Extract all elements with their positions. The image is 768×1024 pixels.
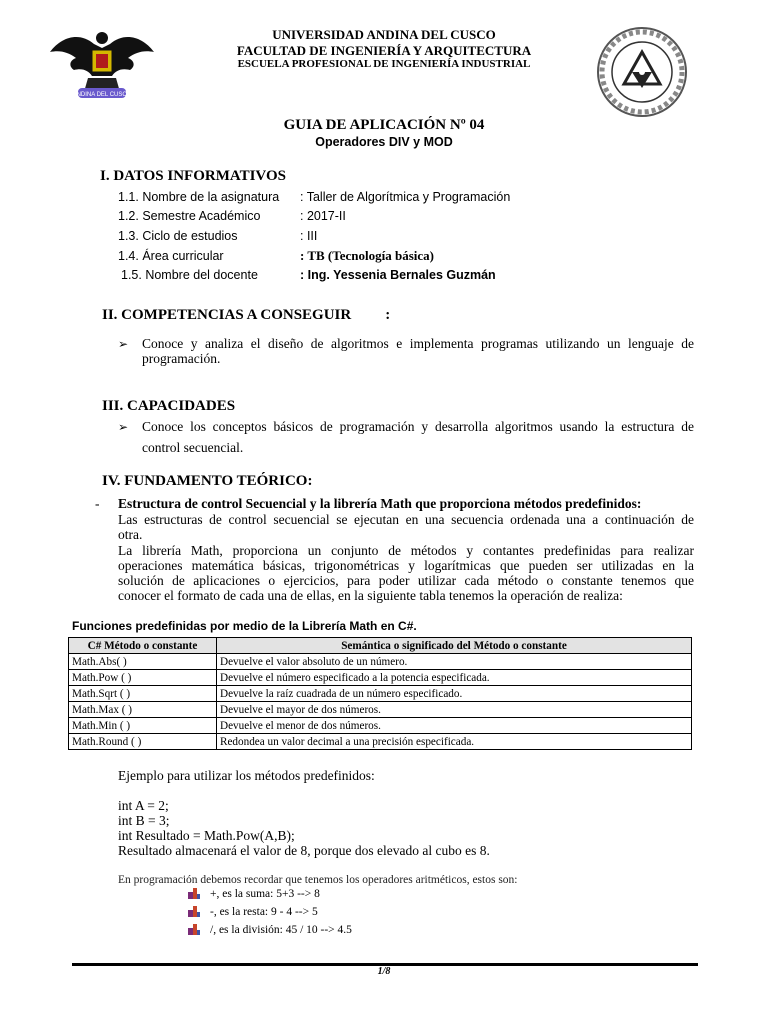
page-number: 1/8 — [377, 966, 391, 977]
example-intro: Ejemplo para utilizar los métodos predefinidos: — [118, 768, 375, 783]
operator-text: -, es la resta: 9 - 4 --> 5 — [210, 906, 318, 918]
document-title: GUIA DE APLICACIÓN Nº 04 — [283, 117, 485, 133]
table-cell-meaning: Devuelve el menor de dos números. — [217, 718, 692, 734]
section-1-heading: I. DATOS INFORMATIVOS — [100, 168, 286, 184]
table-row — [69, 686, 692, 702]
code-line-1: int A = 2; — [118, 798, 169, 813]
section-3-heading: III. CAPACIDADES — [102, 398, 236, 414]
arrow-bullet-icon: ➢ — [118, 420, 129, 434]
paragraph-2-line-1: La librería Math, proporciona un conjunto de métodos y contantes predefinidas para realizar — [118, 543, 694, 558]
university-name: UNIVERSIDAD ANDINA DEL CUSCO — [272, 27, 496, 42]
table-cell-meaning: Devuelve el valor absoluto de un número. — [217, 654, 692, 670]
table-cell-method: Math.Min ( ) — [69, 718, 217, 734]
table-row — [69, 702, 692, 718]
info-value: : TB (Tecnología básica) — [300, 248, 434, 263]
table-caption: Funciones predefinidas por medio de la Librería Math en C#. — [72, 619, 417, 633]
table-row — [69, 734, 692, 750]
faculty-name: FACULTAD DE INGENIERÍA Y ARQUITECTURA — [236, 43, 532, 58]
books-bullet-icon — [188, 888, 200, 900]
info-value: : Ing. Yessenia Bernales Guzmán — [300, 268, 496, 282]
table-cell-meaning: Redondea un valor decimal a una precisión especificada. — [217, 734, 692, 750]
school-name: ESCUELA PROFESIONAL DE INGENIERÍA INDUSTRIAL — [237, 58, 531, 70]
code-line-2: int B = 3; — [118, 813, 170, 828]
operator-item — [188, 924, 352, 936]
paragraph-1-line-2: otra. — [118, 527, 143, 542]
info-row-teacher — [121, 268, 496, 282]
section-4-heading: IV. FUNDAMENTO TEÓRICO: — [102, 473, 313, 489]
books-bullet-icon — [188, 924, 200, 936]
section-2-title: II. COMPETENCIAS A CONSEGUIR — [102, 307, 352, 323]
table-header-meaning: Semántica o significado del Método o constante — [217, 638, 692, 654]
operators-intro: En programación debemos recordar que tenemos los operadores aritméticos, estos son: — [118, 874, 518, 886]
table-row — [69, 718, 692, 734]
table-cell-meaning: Devuelve el mayor de dos números. — [217, 702, 692, 718]
table-row — [69, 670, 692, 686]
operator-item — [188, 906, 318, 918]
info-label: 1.5. Nombre del docente — [121, 268, 258, 282]
books-bullet-icon — [188, 906, 200, 918]
table-header-row — [69, 638, 692, 654]
example-result: Resultado almacenará el valor de 8, porque dos elevado al cubo es 8. — [118, 843, 490, 858]
table-cell-meaning: Devuelve la raíz cuadrada de un número especificado. — [217, 686, 692, 702]
table-cell-method: Math.Abs( ) — [69, 654, 217, 670]
table-header-method: C# Método o constante — [69, 638, 217, 654]
arrow-bullet-icon: ➢ — [118, 337, 129, 351]
code-line-3: int Resultado = Math.Pow(A,B); — [118, 828, 295, 843]
svg-text:ANDINA DEL CUSCO: ANDINA DEL CUSCO — [72, 92, 132, 98]
info-value: : III — [300, 229, 318, 243]
capacity-line-1: Conoce los conceptos básicos de programación y desarrolla algoritmos usando la estructura de — [142, 419, 694, 434]
dash-bullet: - — [95, 496, 100, 511]
section-4-subheading: Estructura de control Secuencial y la librería Math que proporciona métodos predefinidos: — [118, 496, 642, 511]
table-row — [69, 654, 692, 670]
capacity-line-2: control secuencial. — [142, 440, 244, 455]
competence-line-1: Conoce y analiza el diseño de algoritmos e implementa programas utilizando un lenguaje de — [142, 336, 694, 351]
table-cell-method: Math.Max ( ) — [69, 702, 217, 718]
info-label: 1.4. Área curricular — [118, 249, 224, 263]
paragraph-1-line-1: Las estructuras de control secuencial se ejecutan en una secuencia ordenada una a continuación de — [118, 512, 694, 527]
paragraph-2-line-3: solución de aplicaciones o ejercicios, para poder utilizar cada método o constante tenemos que — [118, 573, 694, 588]
operator-item — [188, 888, 320, 900]
competence-line-2: programación. — [142, 351, 221, 366]
info-label: 1.1. Nombre de la asignatura — [118, 190, 280, 204]
math-functions-table — [68, 637, 692, 750]
section-2-heading — [102, 307, 390, 324]
info-value: : Taller de Algorítmica y Programación — [300, 190, 511, 204]
industrial-engineering-seal-logo — [596, 26, 688, 118]
info-row-area — [118, 248, 434, 264]
info-value: : 2017-II — [300, 209, 346, 223]
info-row-subject — [118, 190, 510, 204]
info-row-semester — [118, 209, 346, 223]
table-cell-method: Math.Pow ( ) — [69, 670, 217, 686]
table-cell-method: Math.Round ( ) — [69, 734, 217, 750]
university-eagle-logo — [48, 26, 156, 102]
table-cell-method: Math.Sqrt ( ) — [69, 686, 217, 702]
info-row-cycle — [118, 229, 317, 243]
operator-text: +, es la suma: 5+3 --> 8 — [210, 888, 320, 900]
document-subtitle: Operadores DIV y MOD — [315, 135, 453, 149]
paragraph-2-line-2: operaciones matemática básicas, trigonométricas y logarítmicas que pueden ser utilizadas en la — [118, 558, 694, 573]
paragraph-2-line-4: conocer el formato de cada una de ellas, en la siguiente tabla tenemos la operación de realiza: — [118, 588, 623, 603]
table-cell-meaning: Devuelve el número especificado a la potencia especificada. — [217, 670, 692, 686]
section-2-colon: : — [385, 307, 391, 323]
info-label: 1.3. Ciclo de estudios — [118, 229, 238, 243]
info-label: 1.2. Semestre Académico — [118, 209, 261, 223]
operator-text: /, es la división: 45 / 10 --> 4.5 — [210, 924, 352, 936]
